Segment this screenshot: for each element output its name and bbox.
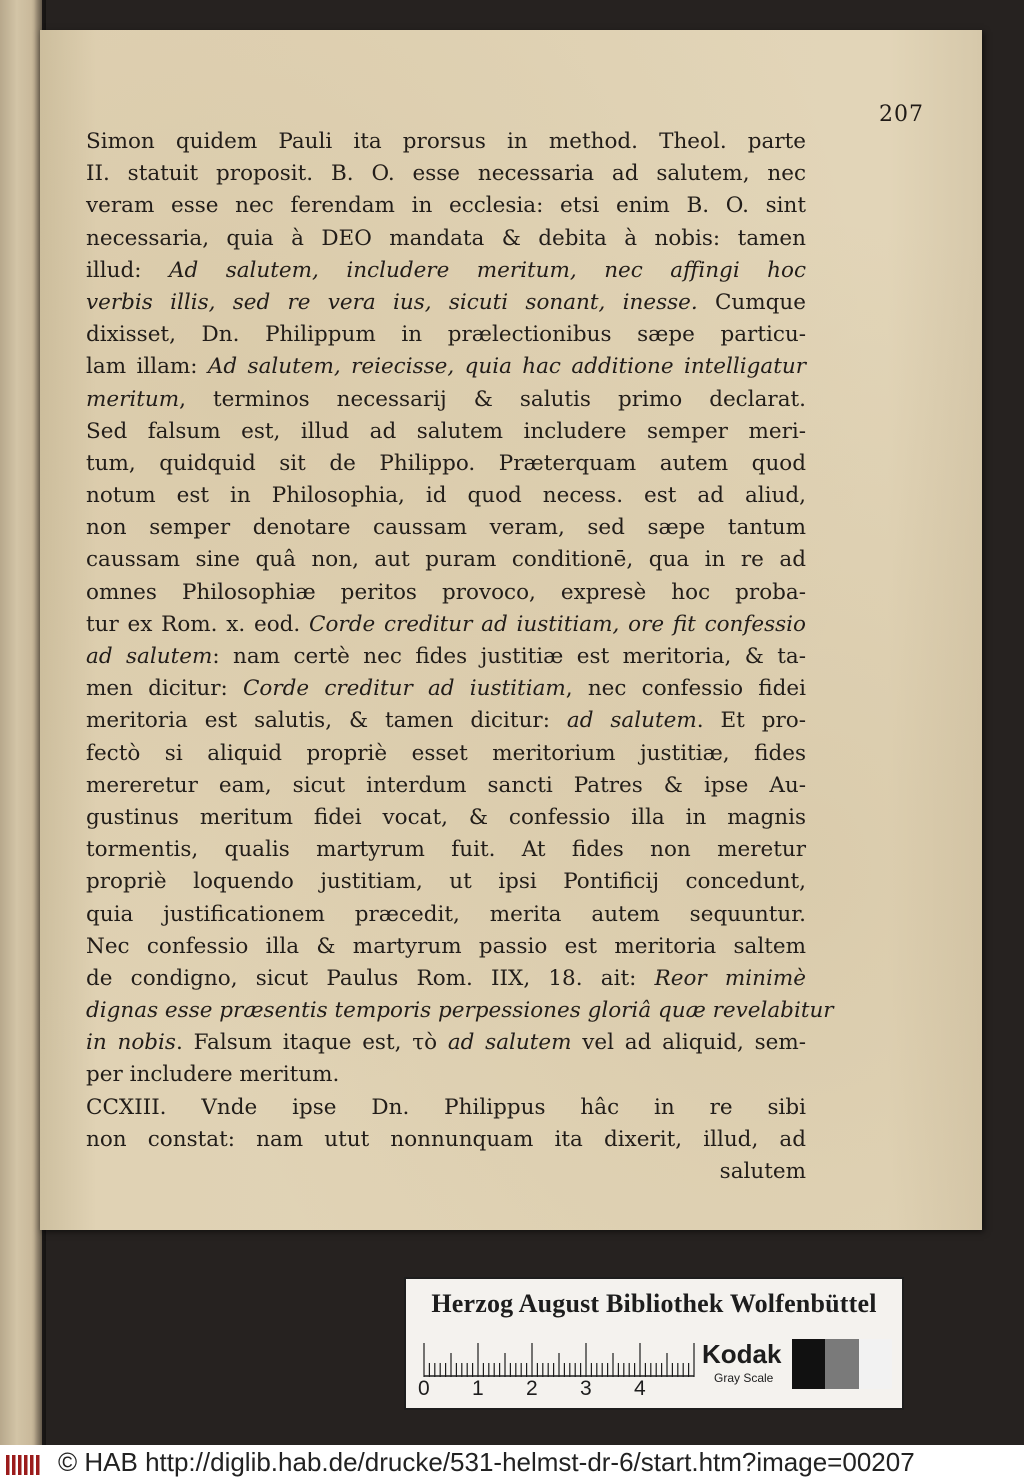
roman-text: . Et pro- — [696, 708, 806, 734]
gray-patch — [825, 1339, 858, 1389]
text-line — [86, 1124, 806, 1156]
roman-text: quia justificationem præcedit, merita autem sequuntur. — [86, 901, 806, 927]
text-line — [86, 223, 806, 255]
text-line — [86, 770, 806, 802]
text-line — [86, 126, 806, 158]
text-line — [86, 834, 806, 866]
text-line — [86, 995, 834, 1027]
text-line — [86, 190, 806, 222]
ruler-digit: 0 — [418, 1377, 430, 1400]
gray-patches — [792, 1339, 892, 1389]
ruler-scale — [422, 1341, 698, 1377]
text-line — [86, 255, 806, 287]
text-line — [86, 416, 806, 448]
page-text — [86, 126, 834, 1188]
text-line — [86, 705, 806, 737]
gray-patch — [792, 1339, 825, 1389]
italic-text: in nobis — [86, 1030, 176, 1056]
italic-text: ad salutem — [447, 1030, 572, 1056]
text-line — [86, 384, 806, 416]
roman-text: vel ad aliquid, sem- — [571, 1030, 806, 1056]
roman-text: veram esse nec ferendam in ecclesia: etsi enim B. O. sint — [86, 193, 806, 219]
text-line — [86, 738, 806, 770]
italic-text: Corde creditur ad iustitiam, ore fit confessio — [309, 611, 806, 637]
italic-text: Corde creditur ad iustitiam — [242, 676, 566, 702]
roman-text: omnes Philosophiæ peritos provoco, expresè hoc proba- — [86, 579, 806, 605]
roman-text: lam illam: — [86, 354, 208, 380]
roman-text: , nec confessio fidei — [565, 676, 806, 702]
roman-text: meritoria est salutis, & tamen dicitur: — [86, 708, 567, 734]
text-line — [86, 512, 806, 544]
text-line — [86, 1059, 806, 1091]
roman-text: , terminos necessarij & salutis primo declarat. — [179, 386, 806, 412]
text-line — [86, 609, 806, 641]
logo-bar — [36, 1455, 40, 1475]
roman-text: non constat: nam utut nonnunquam ita dixerit, illud, ad — [86, 1126, 806, 1152]
roman-text: Cumque — [697, 289, 806, 315]
roman-text: propriè loquendo justitiam, ut ipsi Pontificij concedunt, — [86, 869, 806, 895]
roman-text: notum est in Philosophia, id quod necess. est ad aliud, — [86, 483, 806, 509]
text-line — [86, 641, 806, 673]
roman-text: gustinus meritum fidei vocat, & confessio illa in magnis — [86, 804, 806, 830]
italic-text: Reor minimè — [654, 965, 806, 991]
text-line — [86, 1027, 806, 1059]
gray-scale-label: Gray Scale — [714, 1371, 774, 1385]
roman-text: Nec confessio illa & martyrum passio est meritoria saltem — [86, 933, 806, 959]
gray-patch — [859, 1339, 892, 1389]
roman-text: illud: — [86, 257, 169, 283]
roman-text: non semper denotare caussam veram, sed sæpe tantum — [86, 515, 806, 541]
roman-text: necessaria, quia à DEO mandata & debita à nobis: tamen — [86, 225, 806, 251]
text-line — [86, 287, 806, 319]
italic-text: meritum — [86, 386, 180, 412]
roman-text: . Falsum itaque est, τὸ — [175, 1030, 448, 1056]
text-line — [86, 1156, 806, 1188]
book-page — [40, 30, 982, 1230]
logo-bar — [6, 1455, 10, 1475]
text-line — [86, 480, 806, 512]
italic-text: dignas esse præsentis temporis perpessiones gloriâ quæ revelabitur — [86, 998, 834, 1024]
roman-text: Sed falsum est, illud ad salutem includere semper meri- — [86, 418, 806, 444]
roman-text: Simon quidem Pauli ita prorsus in method. Theol. parte — [86, 129, 806, 154]
text-line — [86, 351, 806, 383]
text-line — [86, 866, 806, 898]
roman-text: mereretur eam, sicut interdum sancti Patres & ipse Au- — [86, 772, 806, 798]
italic-text: Ad salutem, includere meritum, nec affingi hoc — [168, 257, 806, 283]
text-line — [86, 931, 806, 963]
text-line — [86, 544, 806, 576]
hab-logo-icon — [4, 1451, 44, 1477]
logo-bar — [18, 1455, 22, 1475]
text-line — [86, 577, 806, 609]
roman-text: men dicitur: — [86, 676, 243, 702]
kodak-logo: Kodak — [702, 1339, 782, 1369]
italic-text: ad salutem — [566, 708, 697, 734]
roman-text: dixisset, Dn. Philippum in prælectionibus sæpe particu- — [86, 322, 806, 348]
ruler-digit: 3 — [580, 1377, 592, 1400]
footer-citation: © HAB http://diglib.hab.de/drucke/531-helmst-dr-6/start.htm?image=00207 — [58, 1447, 915, 1477]
roman-text: tormentis, qualis martyrum fuit. At fides non meretur — [86, 837, 806, 863]
italic-text: ad salutem — [86, 644, 213, 669]
library-name: Herzog August Bibliothek Wolfenbüttel — [431, 1289, 877, 1318]
ruler-digit: 4 — [634, 1377, 646, 1400]
italic-text: Ad salutem, reiecisse, quia hac additione intelligatur — [207, 354, 806, 380]
text-line — [86, 963, 806, 995]
text-line — [86, 448, 806, 480]
text-line — [86, 1092, 806, 1124]
roman-text: II. statuit proposit. B. O. esse necessaria ad salutem, nec — [86, 161, 806, 187]
text-line — [86, 319, 806, 351]
roman-text: caussam sine quâ non, aut puram conditionē, qua in re ad — [86, 547, 806, 573]
roman-text: salutem — [719, 1159, 806, 1184]
text-line — [86, 899, 806, 931]
text-line — [86, 673, 806, 705]
logo-bar — [24, 1455, 28, 1475]
ruler-digit: 2 — [526, 1377, 538, 1400]
roman-text: tum, quidquid sit de Philippo. Præterquam autem quod — [86, 450, 806, 476]
roman-text: de condigno, sicut Paulus Rom. IIX, 18. ait: — [86, 965, 655, 991]
ruler-digit: 1 — [472, 1377, 484, 1400]
page-number: 207 — [879, 102, 924, 127]
roman-text: tur ex Rom. x. eod. — [86, 611, 310, 637]
logo-bar — [30, 1455, 34, 1475]
text-line — [86, 802, 806, 834]
logo-bar — [12, 1455, 16, 1475]
roman-text: per includere meritum. — [86, 1062, 340, 1088]
ruler-digits — [418, 1377, 722, 1407]
roman-text: : nam certè nec fides justitiæ est meritoria, & ta- — [212, 644, 806, 669]
color-scale-card — [404, 1277, 904, 1410]
footer-bar — [0, 1445, 1024, 1483]
text-line — [86, 158, 806, 190]
italic-text: verbis illis, sed re vera ius, sicuti sonant, inesse. — [86, 289, 698, 315]
roman-text: fectò si aliquid propriè esset meritorium justitiæ, fides — [86, 740, 806, 766]
roman-text: CCXIII. Vnde ipse Dn. Philippus hâc in re sibi — [86, 1094, 806, 1120]
